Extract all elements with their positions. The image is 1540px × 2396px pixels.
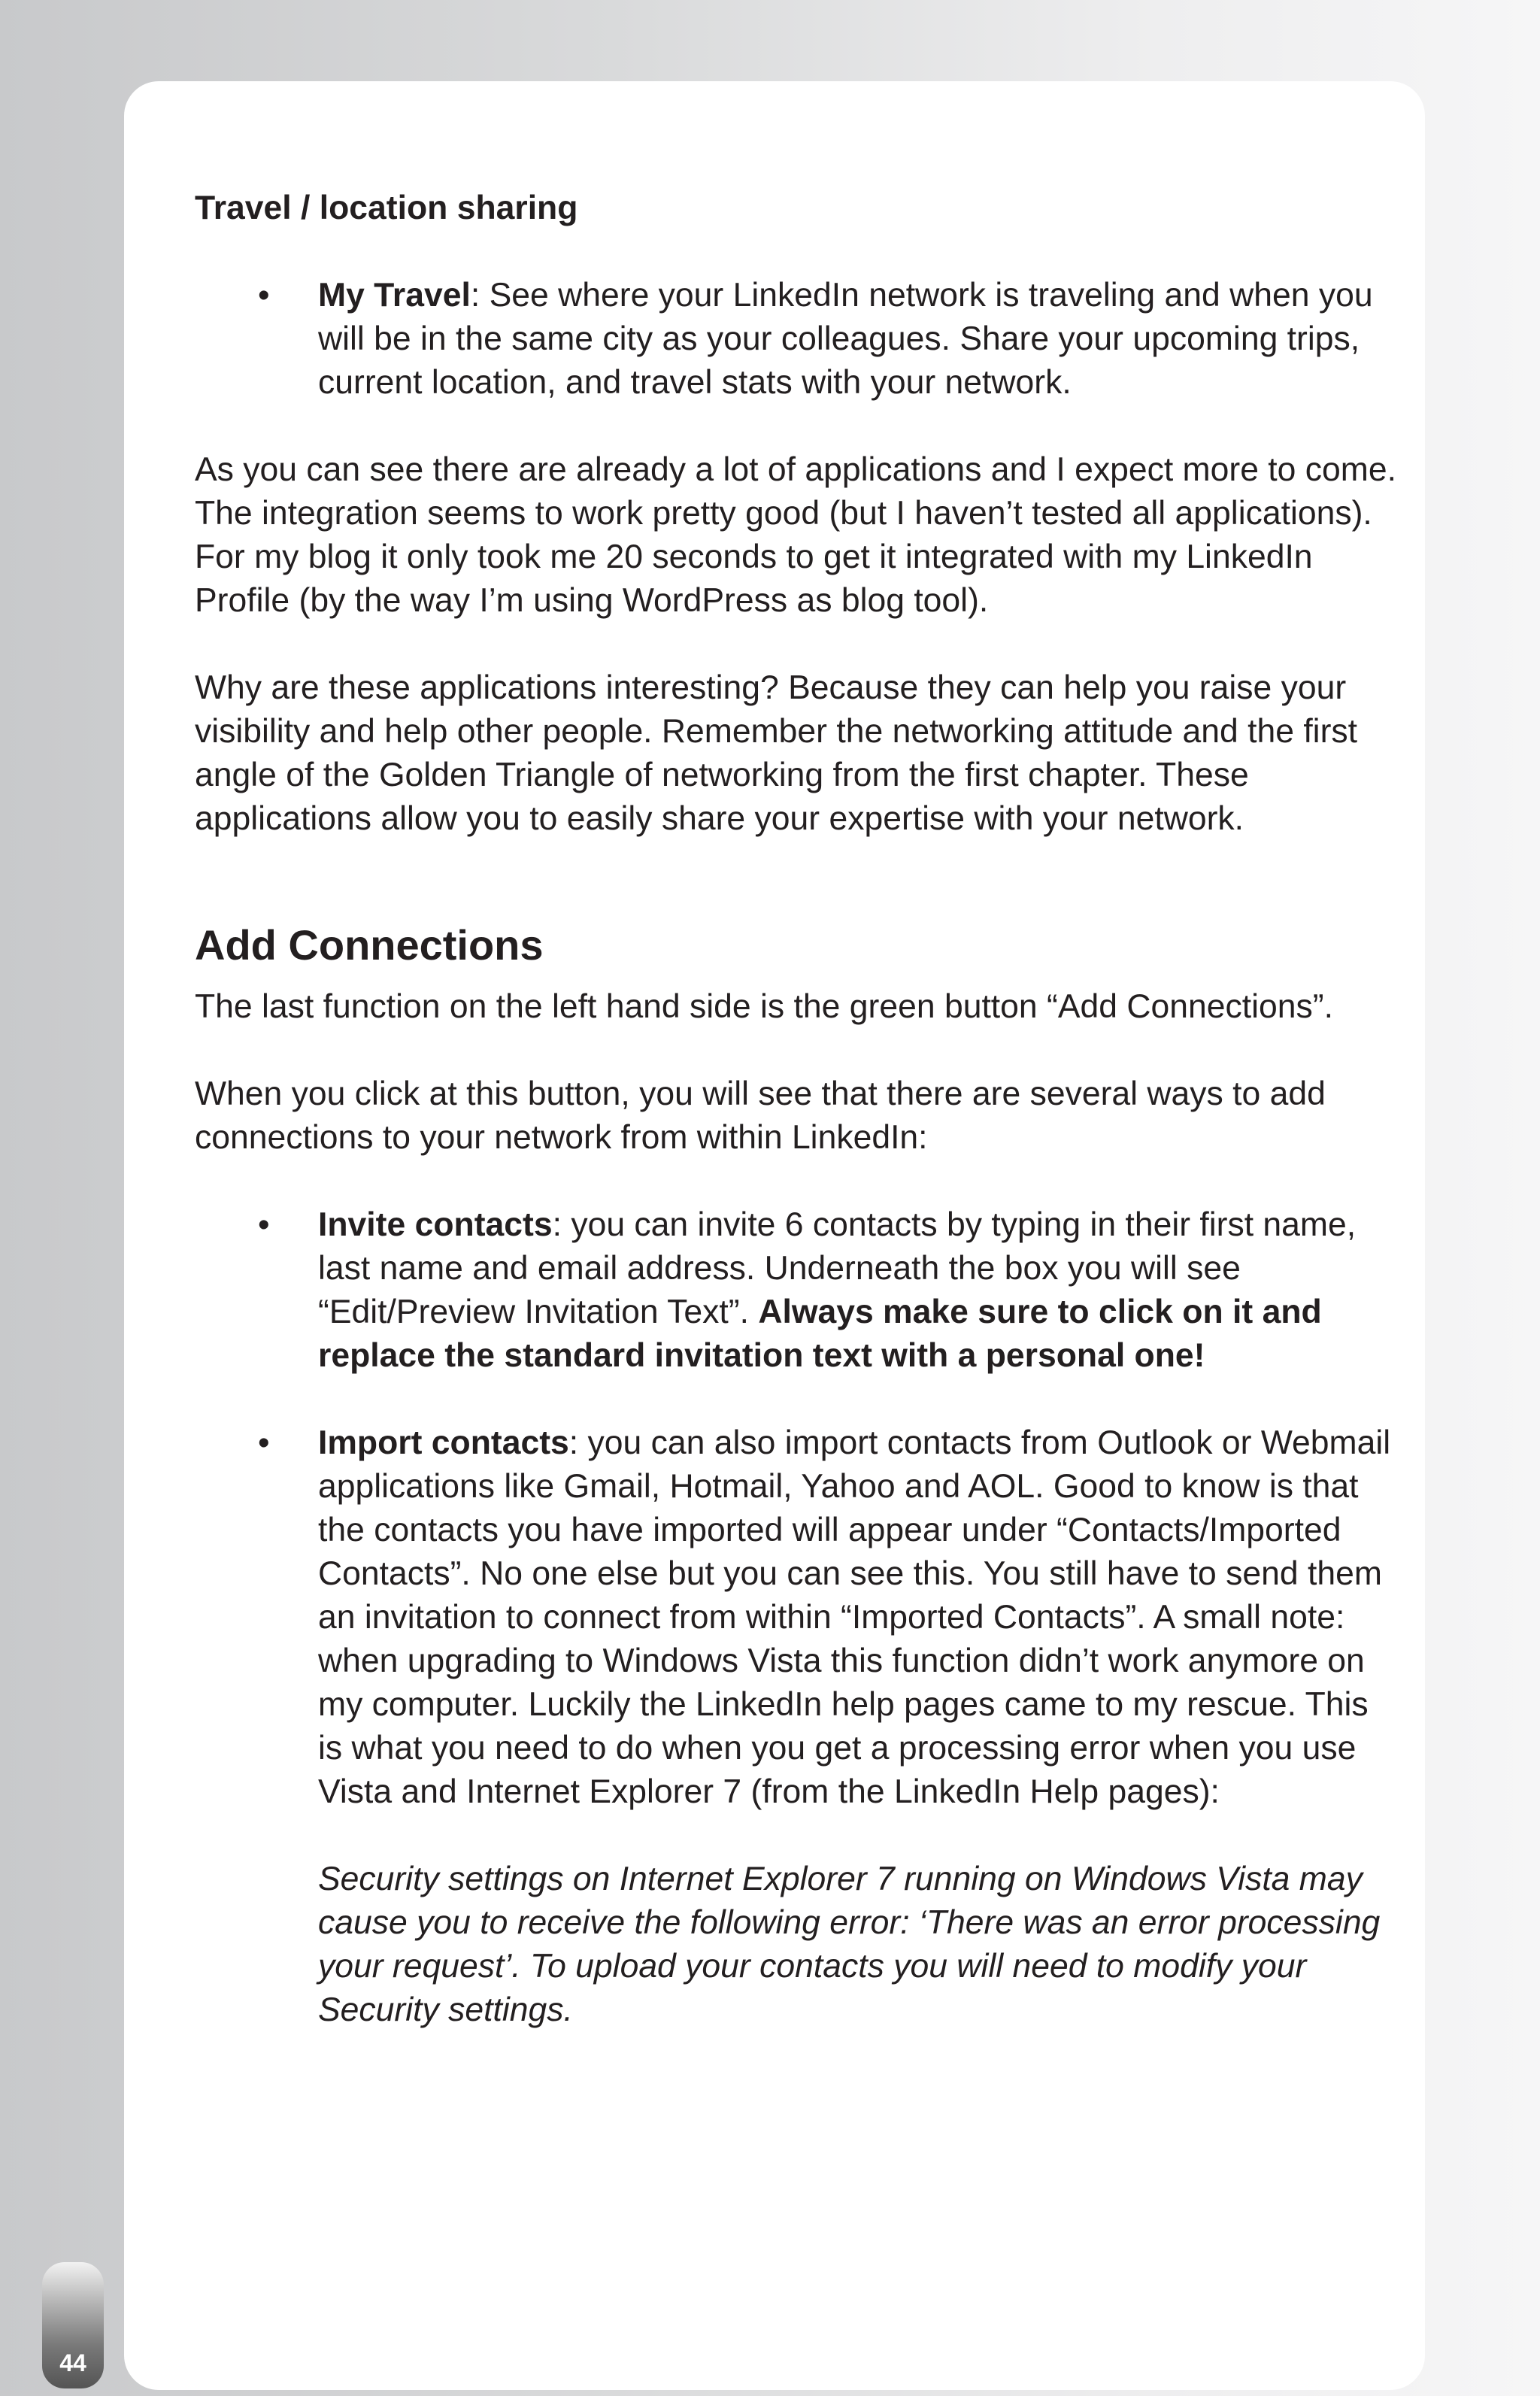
security-settings-quote: Security settings on Internet Explorer 7 running on Windows Vista may cause you to receive the following error: ‘There was an error processing your request’. To upload your contacts you will need to modify your Security settings. bbox=[318, 1861, 1381, 2028]
section-heading-add-connections: Add Connections bbox=[195, 921, 544, 969]
page-sheet bbox=[124, 81, 1425, 2390]
list-item-my-travel bbox=[195, 274, 1398, 405]
page-content bbox=[195, 187, 1398, 2032]
paragraph-why-interesting: Why are these applications interesting? Because they can help you raise your visibility and help other people. Remember the networking attitude and the first angle of the Golden Triangle of networking from the first chapter. These applications allow you to easily share your expertise with your network. bbox=[195, 669, 1358, 837]
bullet-icon: • bbox=[258, 277, 270, 314]
bullet-text: : See where your LinkedIn network is traveling and when you will be in the same city as your colleagues. Share your upcoming trips, current location, and travel stats with your network. bbox=[318, 277, 1373, 401]
paragraph-add-connections-ways: When you click at this button, you will see that there are several ways to add connections to your network from within LinkedIn: bbox=[195, 1075, 1326, 1156]
bullet-term: Invite contacts bbox=[318, 1206, 553, 1243]
bullet-text: : you can invite 6 contacts by typing in their first name, last name and email address. Underneath the box you will see “Edit/Preview Invitation Text”. bbox=[318, 1206, 1357, 1330]
list-item-import-contacts bbox=[195, 1421, 1398, 1814]
list-item-invite-contacts bbox=[195, 1203, 1398, 1378]
bullet-term: My Travel bbox=[318, 277, 471, 314]
paragraph-applications: As you can see there are already a lot of applications and I expect more to come. The integration seems to work pretty good (but I haven’t tested all applications). For my blog it only took me 20 seconds to get it integrated with my LinkedIn Profile (by the way I’m using WordPress as blog tool). bbox=[195, 451, 1396, 619]
travel-section-title: Travel / location sharing bbox=[195, 190, 578, 226]
add-connections-bullet-list bbox=[195, 1203, 1398, 1814]
bullet-term: Import contacts bbox=[318, 1424, 569, 1461]
bullet-text: : you can also import contacts from Outlook or Webmail applications like Gmail, Hotmail, Yahoo and AOL. Good to know is that the contacts you have imported will appear under “Contacts/Imported Contacts”. No one else but you can see this. You still have to send them an invitation to connect from within “Imported Contacts”. A small note: when upgrading to Windows Vista this function didn’t work anymore on my computer. Luckily the LinkedIn help pages came to my rescue. This is what you need to do when you get a processing error when you use Vista and Internet Explorer 7 (from the LinkedIn Help pages): bbox=[318, 1424, 1391, 1810]
bullet-emphasis: Always make sure to click on it and replace the standard invitation text with a personal one! bbox=[318, 1294, 1322, 1374]
bullet-icon: • bbox=[258, 1424, 270, 1461]
travel-bullet-list bbox=[195, 274, 1398, 405]
bullet-icon: • bbox=[258, 1206, 270, 1243]
page-number: 44 bbox=[59, 2349, 86, 2376]
page-number-tab bbox=[42, 2262, 104, 2388]
paragraph-add-connections-intro: The last function on the left hand side is the green button “Add Connections”. bbox=[195, 988, 1333, 1025]
